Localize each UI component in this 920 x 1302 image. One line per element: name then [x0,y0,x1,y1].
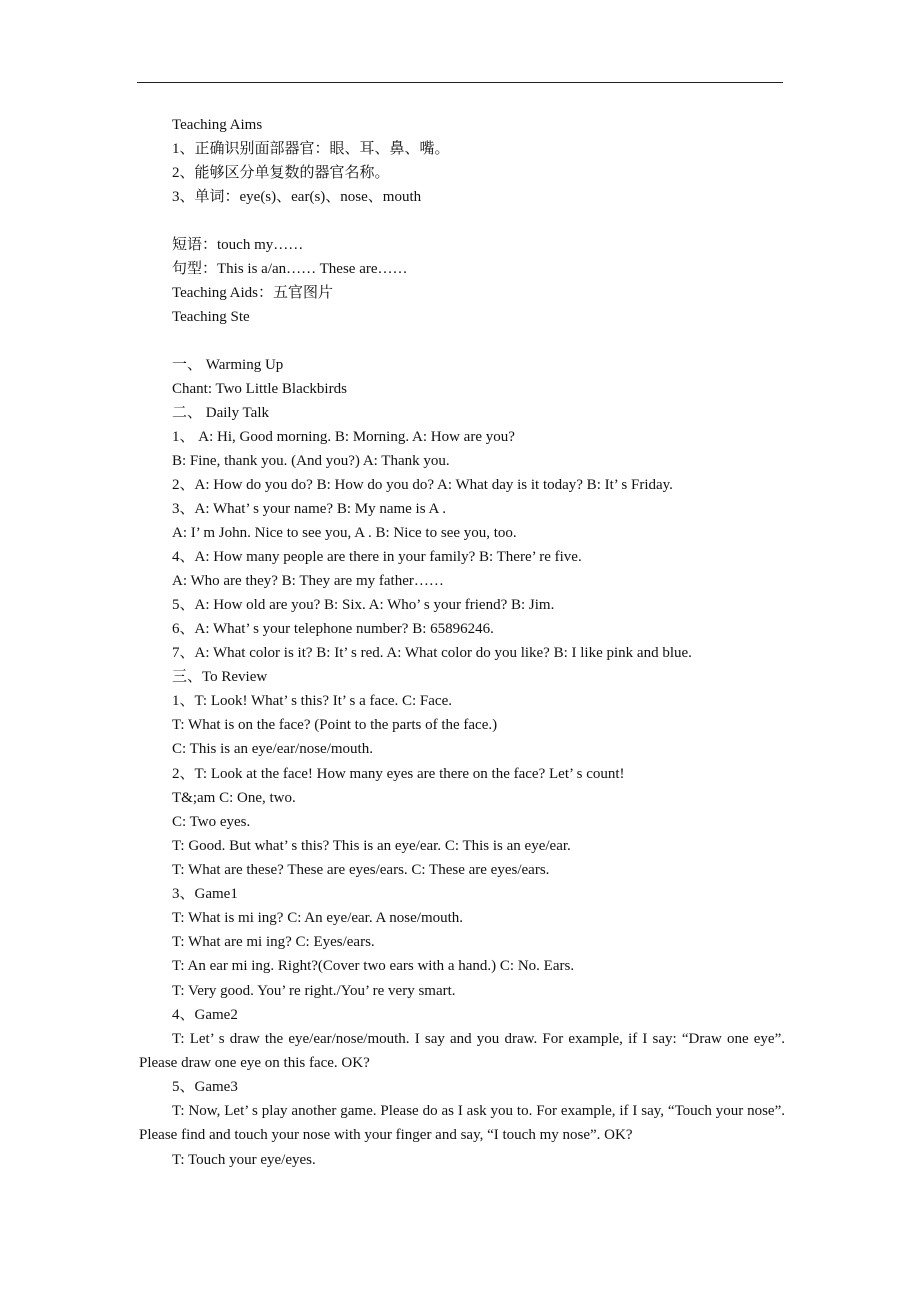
section-warming-up: 一、 Warming Up [172,357,284,373]
game1-line: T: An ear mi ing. Right?(Cover two ears with a hand.) C: No. Ears. [172,958,575,974]
game3-heading: 5、Game3 [172,1079,238,1095]
heading-teaching-aims: Teaching Aims [172,117,263,133]
review-line: T: What are these? These are eyes/ears. C: These are eyes/ears. [172,862,550,878]
dialogue-line: 5、A: How old are you? B: Six. A: Who’ s your friend? B: Jim. [172,597,555,613]
review-line: C: Two eyes. [172,814,251,830]
header-rule [137,82,783,83]
dialogue-line: 2、A: How do you do? B: How do you do? A: What day is it today? B: It’ s Friday. [172,477,673,493]
game3-paragraph: T: Now, Let’ s play another game. Please do as I ask you to. For example, if I say, “Touch your nose”. Please find and touch your nose with your finger and say, “I touch my nose”. OK? [139,1103,785,1143]
section-daily-talk: 二、 Daily Talk [172,405,269,421]
sentence-patterns-line: 句型：This is a/an…… These are…… [172,261,408,277]
chant-line: Chant: Two Little Blackbirds [172,381,347,397]
dialogue-line: 7、A: What color is it? B: It’ s red. A: What color do you like? B: I like pink and blue. [172,645,692,661]
dialogue-line: B: Fine, thank you. (And you?) A: Thank you. [172,453,450,469]
review-line: T: What is on the face? (Point to the parts of the face.) [172,717,498,733]
aim-2: 2、能够区分单复数的器官名称。 [172,165,390,181]
review-line: T: Good. But what’ s this? This is an eye/ear. C: This is an eye/ear. [172,838,571,854]
review-line: T&;am C: One, two. [172,790,296,806]
teaching-aids-line: Teaching Aids：五官图片 [172,285,334,301]
section-to-review: 三、To Review [172,669,268,685]
game2-paragraph: T: Let’ s draw the eye/ear/nose/mouth. I say and you draw. For example, if I say: “Draw one eye”. Please draw one eye on this face. OK? [139,1031,785,1071]
game1-heading: 3、Game1 [172,886,238,902]
game2-heading: 4、Game2 [172,1007,238,1023]
dialogue-line: A: Who are they? B: They are my father…… [172,573,444,589]
aim-3-words: 3、单词：eye(s)、ear(s)、nose、mouth [172,189,422,205]
dialogue-line: 3、A: What’ s your name? B: My name is A . [172,501,446,517]
dialogue-line: 1、 A: Hi, Good morning. B: Morning. A: How are you? [172,429,515,445]
game1-line: T: Very good. You’ re right./You’ re very smart. [172,983,456,999]
touch-eyes-line: T: Touch your eye/eyes. [172,1152,316,1168]
aim-1: 1、正确识别面部器官：眼、耳、鼻、嘴。 [172,141,450,157]
dialogue-line: A: I’ m John. Nice to see you, A . B: Nice to see you, too. [172,525,517,541]
review-line: 1、T: Look! What’ s this? It’ s a face. C: Face. [172,693,452,709]
review-line: C: This is an eye/ear/nose/mouth. [172,741,373,757]
dialogue-line: 6、A: What’ s your telephone number? B: 65896246. [172,621,494,637]
game1-line: T: What are mi ing? C: Eyes/ears. [172,934,375,950]
phrases-line: 短语：touch my…… [172,237,304,253]
dialogue-line: 4、A: How many people are there in your family? B: There’ re five. [172,549,582,565]
review-line: 2、T: Look at the face! How many eyes are there on the face? Let’ s count! [172,766,625,782]
teaching-steps-heading: Teaching Ste [172,309,250,325]
game1-line: T: What is mi ing? C: An eye/ear. A nose/mouth. [172,910,464,926]
